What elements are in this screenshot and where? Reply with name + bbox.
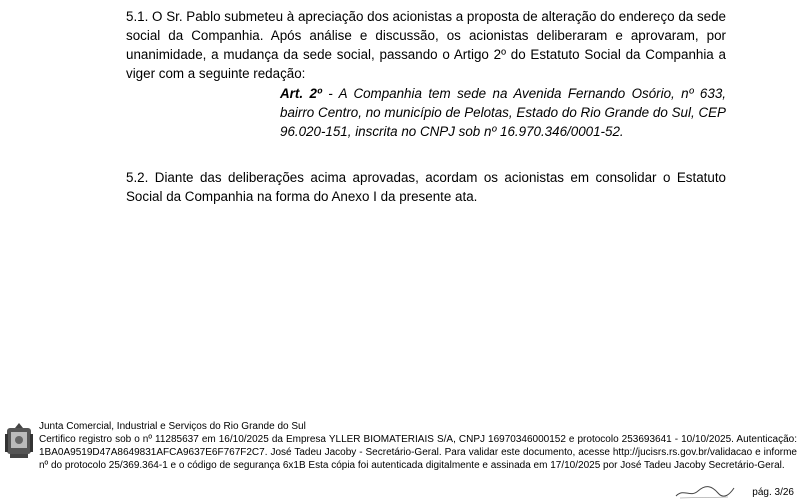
footer-certificate: Certifico registro sob o nº 11285637 em 16/10/2025 da Empresa YLLER BIOMATERIAIS S/A, CNPJ 16970346000152 e protocolo 253693641 - 10/10/2025. Autenticação: 1BA0A9519D47A8649831AFCA9637E6F767F2C7. José Tadeu Jacoby - Secretário-Geral. Para validar este documento, acesse http://jucisrs.rs.gov.br/validacao e informe nº do protocolo 25/369.364-1 e o código de segurança 6x1B Esta cópia foi autenticada digitalmente e assinada em 17/10/2025 por José Tadeu Jacoby Secretário-Geral. bbox=[39, 434, 797, 471]
page-number: pág. 3/26 bbox=[752, 487, 794, 498]
footer-org: Junta Comercial, Industrial e Serviços do Rio Grande do Sul bbox=[39, 421, 306, 432]
paragraph-5-2: 5.2. Diante das deliberações acima aprovadas, acordam os acionistas em consolidar o Estatuto Social da Companhia na forma do Anexo I da presente ata. bbox=[126, 170, 726, 204]
coat-of-arms-icon bbox=[4, 422, 34, 460]
paragraph-5-1: 5.1. O Sr. Pablo submeteu à apreciação dos acionistas a proposta de alteração do endereço da sede social da Companhia. Após análise e discussão, os acionistas deliberaram e aprovaram, por unanimidade, a mudança da sede social, passando o Artigo 2º do Estatuto Social da Companhia a viger com a seguinte redação: bbox=[126, 9, 726, 81]
signature-icon bbox=[672, 482, 738, 502]
certification-footer bbox=[0, 420, 800, 504]
article-text: - A Companhia tem sede na Avenida Fernando Osório, nº 633, bairro Centro, no município de Pelotas, Estado do Rio Grande do Sul, CEP 96.020-151, inscrita no CNPJ sob nº 16.970.346/0001-52. bbox=[280, 86, 726, 139]
article-label: Art. 2º bbox=[280, 86, 322, 101]
article-2-quote bbox=[280, 84, 726, 141]
